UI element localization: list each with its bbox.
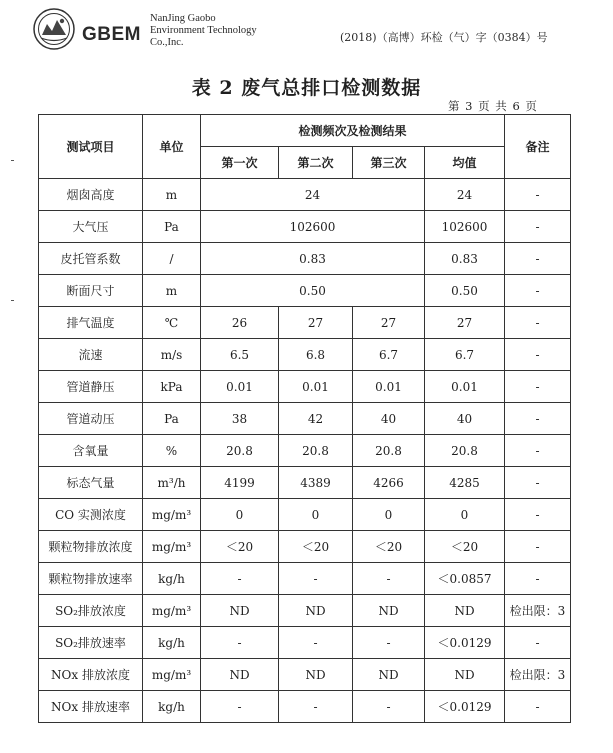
cell-unit: m³/h	[143, 467, 201, 499]
page-info: 第 3 页 共 6 页	[448, 99, 538, 113]
cell-item: 皮托管系数	[39, 243, 143, 275]
cell-unit: kg/h	[143, 627, 201, 659]
cell-remark: -	[505, 435, 571, 467]
cell-third: ＜20	[353, 531, 425, 563]
cell-unit: mg/m³	[143, 531, 201, 563]
cell-unit: mg/m³	[143, 659, 201, 691]
cell-first: 0	[201, 499, 279, 531]
cell-average: 0.50	[425, 275, 505, 307]
cell-third: ND	[353, 659, 425, 691]
cell-second: -	[279, 627, 353, 659]
cell-average: 40	[425, 403, 505, 435]
cell-remark: -	[505, 499, 571, 531]
cell-item: 颗粒物排放浓度	[39, 531, 143, 563]
cell-first: 20.8	[201, 435, 279, 467]
cell-average: ＜20	[425, 531, 505, 563]
cell-third: 6.7	[353, 339, 425, 371]
cell-item: SO₂排放速率	[39, 627, 143, 659]
cell-remark: -	[505, 371, 571, 403]
cell-third: 0.01	[353, 371, 425, 403]
cell-second: 42	[279, 403, 353, 435]
header-second: 第二次	[279, 147, 353, 179]
cell-first: 0.01	[201, 371, 279, 403]
cell-item: 颗粒物排放速率	[39, 563, 143, 595]
cell-third: -	[353, 563, 425, 595]
cell-remark: -	[505, 179, 571, 211]
cell-remark: -	[505, 307, 571, 339]
cell-third: ND	[353, 595, 425, 627]
table-row	[39, 659, 571, 691]
company-line: Co.,Inc.	[150, 37, 184, 48]
cell-item: 排气温度	[39, 307, 143, 339]
cell-item: 流速	[39, 339, 143, 371]
cell-remark: 检出限：3	[505, 659, 571, 691]
cell-remark: -	[505, 211, 571, 243]
table-row	[39, 275, 571, 307]
cell-merged-value: 0.83	[201, 243, 425, 275]
cell-average: 24	[425, 179, 505, 211]
cell-unit: %	[143, 435, 201, 467]
cell-first: ＜20	[201, 531, 279, 563]
table-row	[39, 691, 571, 723]
cell-unit: /	[143, 243, 201, 275]
cell-third: 4266	[353, 467, 425, 499]
table-row	[39, 371, 571, 403]
cell-remark: -	[505, 403, 571, 435]
cell-remark: -	[505, 467, 571, 499]
cell-remark: -	[505, 243, 571, 275]
cell-remark: -	[505, 563, 571, 595]
cell-first: 4199	[201, 467, 279, 499]
cell-second: ND	[279, 595, 353, 627]
company-logo	[33, 8, 75, 50]
table-row	[39, 627, 571, 659]
cell-second: -	[279, 563, 353, 595]
cell-item: 烟囱高度	[39, 179, 143, 211]
cell-average: 27	[425, 307, 505, 339]
cell-unit: kg/h	[143, 563, 201, 595]
cell-remark: -	[505, 531, 571, 563]
cell-item: CO 实测浓度	[39, 499, 143, 531]
company-line: Environment Technology	[150, 25, 257, 36]
cell-average: 0.01	[425, 371, 505, 403]
cell-unit: Pa	[143, 403, 201, 435]
cell-item: 含氧量	[39, 435, 143, 467]
exhaust-data-table	[38, 114, 571, 723]
header-item: 测试项目	[39, 115, 143, 179]
header-third: 第三次	[353, 147, 425, 179]
table-row	[39, 563, 571, 595]
cell-first: ND	[201, 595, 279, 627]
cell-item: 标态气量	[39, 467, 143, 499]
table-row	[39, 531, 571, 563]
cell-item: SO₂排放浓度	[39, 595, 143, 627]
table-row	[39, 307, 571, 339]
scan-mark	[11, 160, 14, 161]
cell-unit: m	[143, 275, 201, 307]
cell-remark: -	[505, 275, 571, 307]
cell-second: ＜20	[279, 531, 353, 563]
cell-unit: Pa	[143, 211, 201, 243]
company-name	[150, 13, 257, 49]
cell-third: 40	[353, 403, 425, 435]
header-remark: 备注	[505, 115, 571, 179]
cell-unit: ℃	[143, 307, 201, 339]
table-row	[39, 179, 571, 211]
cell-second: 0.01	[279, 371, 353, 403]
header-results-group: 检测频次及检测结果	[201, 115, 505, 147]
cell-unit: m/s	[143, 339, 201, 371]
cell-item: NOx 排放速率	[39, 691, 143, 723]
cell-item: 管道静压	[39, 371, 143, 403]
cell-first: ND	[201, 659, 279, 691]
cell-first: -	[201, 627, 279, 659]
cell-item: 管道动压	[39, 403, 143, 435]
table-row	[39, 339, 571, 371]
cell-merged-value: 102600	[201, 211, 425, 243]
cell-average: ＜0.0129	[425, 627, 505, 659]
cell-first: 6.5	[201, 339, 279, 371]
cell-first: 38	[201, 403, 279, 435]
table-row	[39, 467, 571, 499]
cell-second: -	[279, 691, 353, 723]
cell-unit: kPa	[143, 371, 201, 403]
cell-average: ＜0.0129	[425, 691, 505, 723]
cell-average: 4285	[425, 467, 505, 499]
header-first: 第一次	[201, 147, 279, 179]
cell-second: 20.8	[279, 435, 353, 467]
cell-average: ND	[425, 595, 505, 627]
cell-unit: mg/m³	[143, 499, 201, 531]
table-row	[39, 403, 571, 435]
scan-mark	[11, 300, 14, 301]
cell-first: -	[201, 691, 279, 723]
brand-name: GBEM	[82, 24, 141, 45]
cell-second: 6.8	[279, 339, 353, 371]
cell-item: 断面尺寸	[39, 275, 143, 307]
cell-average: 102600	[425, 211, 505, 243]
cell-average: 0.83	[425, 243, 505, 275]
table-body	[39, 179, 571, 723]
cell-remark: -	[505, 339, 571, 371]
cell-third: -	[353, 627, 425, 659]
header-average: 均值	[425, 147, 505, 179]
cell-unit: kg/h	[143, 691, 201, 723]
cell-remark: 检出限：3	[505, 595, 571, 627]
cell-third: 20.8	[353, 435, 425, 467]
table-row	[39, 243, 571, 275]
cell-average: 0	[425, 499, 505, 531]
cell-third: -	[353, 691, 425, 723]
cell-second: 0	[279, 499, 353, 531]
cell-first: 26	[201, 307, 279, 339]
cell-average: 6.7	[425, 339, 505, 371]
cell-third: 0	[353, 499, 425, 531]
table-row	[39, 595, 571, 627]
table-row	[39, 435, 571, 467]
report-number: (2018)（高博）环检（气）字（0384）号	[340, 31, 548, 44]
table-title: 表 2 废气总排口检测数据	[191, 77, 422, 99]
cell-second: 4389	[279, 467, 353, 499]
cell-first: -	[201, 563, 279, 595]
company-line: NanJing Gaobo	[150, 13, 216, 24]
cell-average: ＜0.0857	[425, 563, 505, 595]
table-row	[39, 499, 571, 531]
cell-unit: mg/m³	[143, 595, 201, 627]
cell-second: ND	[279, 659, 353, 691]
cell-second: 27	[279, 307, 353, 339]
cell-remark: -	[505, 691, 571, 723]
cell-average: 20.8	[425, 435, 505, 467]
header-unit: 单位	[143, 115, 201, 179]
cell-unit: m	[143, 179, 201, 211]
table-row	[39, 211, 571, 243]
cell-item: NOx 排放浓度	[39, 659, 143, 691]
cell-merged-value: 24	[201, 179, 425, 211]
cell-average: ND	[425, 659, 505, 691]
cell-remark: -	[505, 627, 571, 659]
cell-merged-value: 0.50	[201, 275, 425, 307]
cell-item: 大气压	[39, 211, 143, 243]
cell-third: 27	[353, 307, 425, 339]
